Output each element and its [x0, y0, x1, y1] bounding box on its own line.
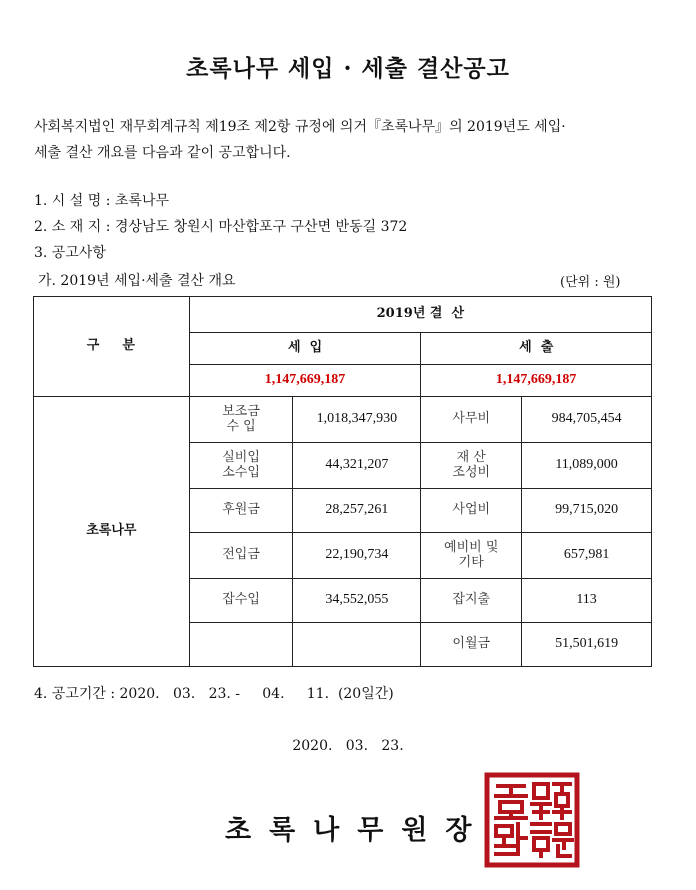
revenue-label-cell: 실비입 소수입 — [189, 443, 293, 489]
expense-label-cell: 사업비 — [421, 489, 522, 533]
page-title: 초록나무 세입 · 세출 결산공고 — [186, 55, 510, 82]
expense-total: 1,147,669,187 — [421, 365, 652, 397]
revenue-label-cell — [189, 623, 293, 667]
expense-label-cell: 이월금 — [421, 623, 522, 667]
intro-line-1: 사회복지법인 재무회계규칙 제19조 제2항 규정에 의거『초록나무』의 2019년도 세입· — [34, 119, 566, 135]
expense-label-cell: 재 산 조성비 — [421, 443, 522, 489]
unit-label: (단위 : 원) — [560, 275, 621, 290]
expense-value-cell: 657,981 — [522, 533, 652, 579]
expense-value-cell: 11,089,000 — [522, 443, 652, 489]
expense-label-cell: 예비비 및 기타 — [421, 533, 522, 579]
signature-name: 초록나무원장 — [225, 815, 490, 846]
intro-line-2: 세출 결산 개요를 다음과 같이 공고합니다. — [34, 145, 291, 161]
expense-value-cell: 99,715,020 — [522, 489, 652, 533]
revenue-value-cell: 34,552,055 — [293, 579, 421, 623]
notice-date: 2020. 03. 23. — [292, 738, 404, 754]
revenue-value-cell: 28,257,261 — [293, 489, 421, 533]
revenue-label-cell: 잡수입 — [189, 579, 293, 623]
expense-value-cell: 113 — [522, 579, 652, 623]
official-seal-icon — [484, 772, 580, 868]
expense-label-cell: 사무비 — [421, 397, 522, 443]
table-row — [34, 397, 652, 443]
facility-name: 1. 시 설 명 : 초록나무 — [34, 193, 169, 209]
notice-period: 4. 공고기간 : 2020. 03. 23. - 04. 11. (20일간) — [34, 686, 394, 702]
org-name-cell: 초록나무 — [34, 397, 190, 667]
revenue-value-cell — [293, 623, 421, 667]
division-header: 구 분 — [34, 297, 190, 397]
expense-label-cell: 잡지출 — [421, 579, 522, 623]
notice-heading: 3. 공고사항 — [34, 245, 106, 261]
year-header: 2019년 결 산 — [189, 297, 651, 333]
revenue-label-cell: 보조금 수 입 — [189, 397, 293, 443]
settlement-table — [33, 296, 652, 667]
revenue-label-cell: 전입금 — [189, 533, 293, 579]
revenue-header: 세 입 — [189, 333, 421, 365]
revenue-value-cell: 1,018,347,930 — [293, 397, 421, 443]
facility-address: 2. 소 재 지 : 경상남도 창원시 마산합포구 구산면 반동길 372 — [34, 219, 408, 235]
revenue-value-cell: 44,321,207 — [293, 443, 421, 489]
expense-value-cell: 984,705,454 — [522, 397, 652, 443]
revenue-value-cell: 22,190,734 — [293, 533, 421, 579]
table-title: 가. 2019년 세입·세출 결산 개요 — [38, 273, 236, 289]
expense-header: 세 출 — [421, 333, 652, 365]
revenue-total: 1,147,669,187 — [189, 365, 421, 397]
revenue-label-cell: 후원금 — [189, 489, 293, 533]
expense-value-cell: 51,501,619 — [522, 623, 652, 667]
